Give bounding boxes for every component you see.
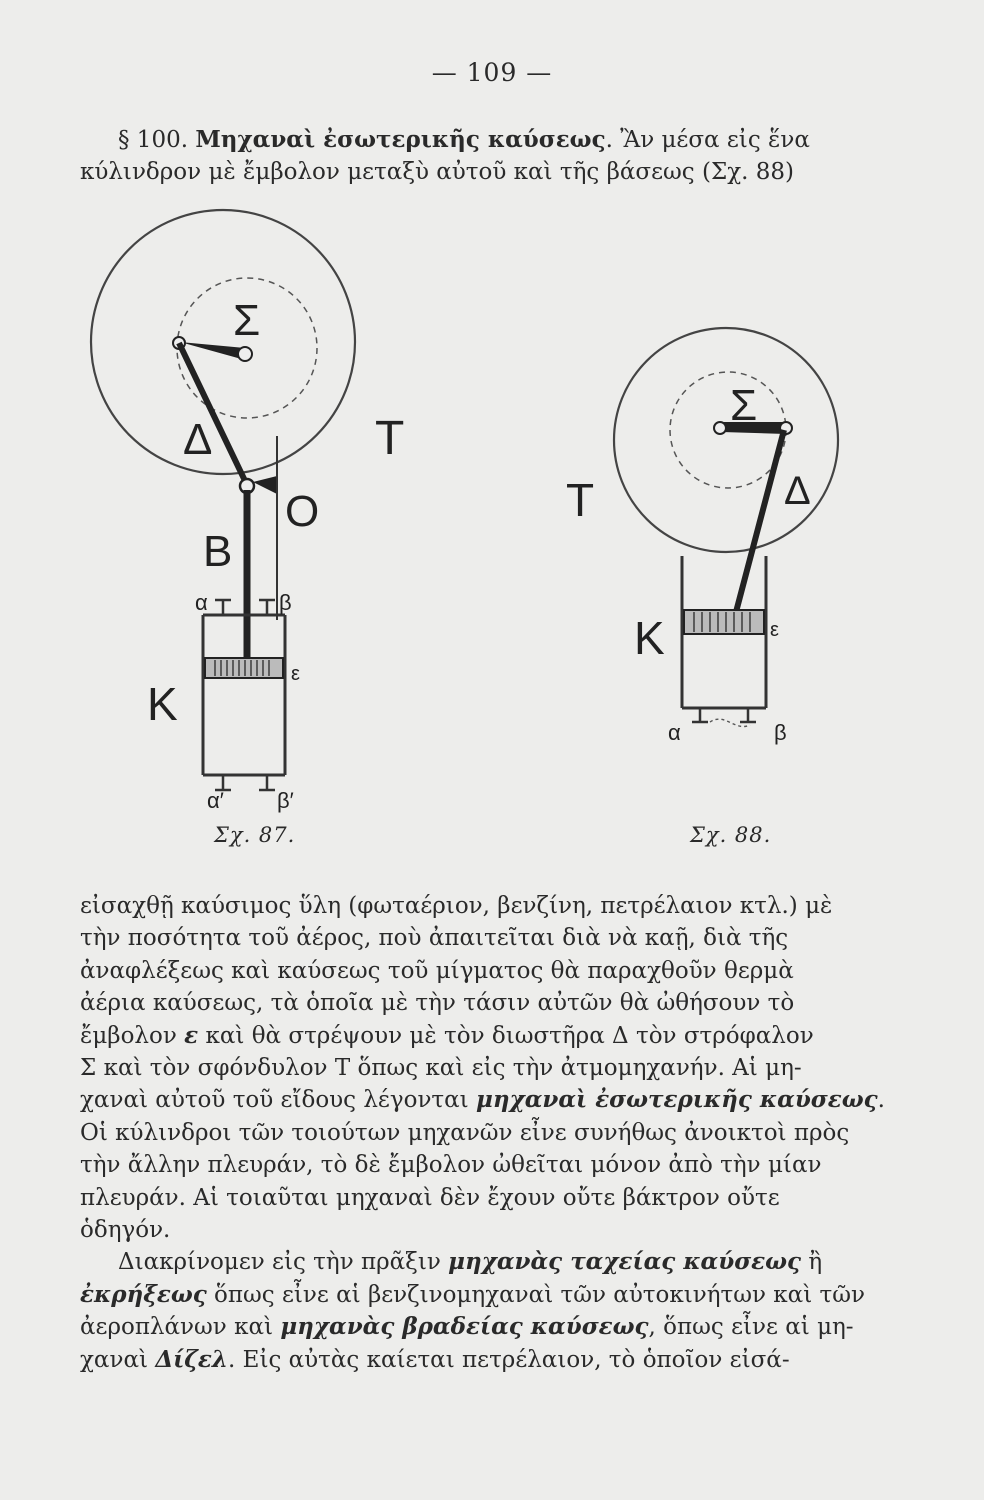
fig87-label-omicron: Ο [285,487,320,536]
body-line [80,1311,852,1343]
crank-pin-88 [714,422,726,434]
figure-87-caption: Σχ. 87. [214,823,296,847]
emphasis-term: ἐκρήξεως [80,1280,207,1308]
body-line [80,1084,885,1116]
body-fragment: . [877,1087,885,1114]
figure-87 [95,200,425,813]
body-fragment: . Εἰς αὐτὰς καίεται πετρέλαιον, τὸ ὁποῖον εἰσά- [228,1346,790,1373]
body-line: εἰσαχθῇ καύσιμος ὕλη (φωταέριον, βενζίνη, πετρέλαιον κτλ.) μὲ [80,893,833,919]
body-line [80,1279,866,1311]
section-number: § 100. [118,127,189,153]
fig88-label-tau: Τ [566,474,595,526]
body-line [80,1020,852,1052]
body-fragment: καὶ θὰ στρέψουν μὲ τὸν διωστῆρα Δ τὸν στρόφαλον [198,1022,814,1049]
body-line: τὴν ποσότητα τοῦ ἀέρος, ποὺ ἀπαιτεῖται διὰ νὰ καῇ, διὰ τῆς [80,925,789,952]
flywheel-circle-88 [614,328,838,552]
body-line [80,1344,852,1376]
body-line [80,1246,852,1278]
body-text [80,890,885,1376]
piston-88 [684,610,764,634]
figure-88-drawing [560,320,860,770]
fig88-label-epsilon: ε [770,619,779,641]
guide-shoe [253,476,277,494]
fig87-label-alpha-prime: α′ [207,788,224,813]
figure-88-caption: Σχ. 88. [690,823,772,847]
emphasis-term: μηχανὰς βραδείας καύσεως [280,1313,649,1341]
piston-symbol: ε [184,1021,199,1049]
fig87-label-beta: Β [203,527,233,576]
connecting-rod-88 [736,430,784,612]
fig88-label-delta: Δ [784,469,811,513]
body-fragment: ἔμβολον [80,1022,185,1049]
fig88-label-kappa: Κ [634,612,665,664]
body-line: πλευράν. Αἱ τοιαῦται μηχαναὶ δὲν ἔχουν οὔτε βάκτρον οὔτε [80,1184,780,1211]
body-fragment: ἀεροπλάνων καὶ [80,1314,281,1341]
intro-paragraph [80,124,852,189]
intro-line-1-tail: . Ἂν μέσα εἰς ἕνα [605,127,810,153]
body-line: Οἱ κύλινδροι τῶν τοιούτων μηχανῶν εἶνε συνήθως ἀνοικτοὶ πρὸς [80,1119,850,1146]
intro-line-2: κύλινδρον μὲ ἔμβολον μεταξὺ αὐτοῦ καὶ τῆς βάσεως (Σχ. 88) [80,159,795,186]
crank-pin [238,347,252,361]
emphasis-term: μηχαναὶ ἐσωτερικῆς καύσεως [476,1086,878,1114]
fig87-label-sigma: Σ [233,296,261,345]
fig87-label-kappa: Κ [147,678,178,730]
body-fragment: ἢ [801,1249,823,1276]
figure-87-drawing [95,200,425,813]
body-line: ὁδηγόν. [80,1217,171,1244]
fig87-label-delta: Δ [183,415,213,464]
fig87-label-alpha: α [195,590,208,615]
fig87-label-epsilon: ε [291,663,300,685]
body-fragment: , ὅπως εἶνε αἱ μη- [648,1314,854,1341]
body-line: Σ καὶ τὸν σφόνδυλον Τ ὅπως καὶ εἰς τὴν ἀτμομηχανήν. Αἱ μη- [80,1055,802,1082]
figure-88 [560,320,860,770]
bottom-valves [215,775,275,790]
body-line: ἀέρια καύσεως, τὰ ὁποῖα μὲ τὴν τάσιν αὐτῶν θὰ ὠθήσουν τὸ [80,990,795,1017]
section-title: Μηχαναὶ ἐσωτερικῆς καύσεως [195,126,606,153]
emphasis-term: Δίζελ [155,1345,229,1373]
fig87-label-tau: Τ [375,412,405,465]
body-fragment: ὅπως εἶνε αἱ βενζινομηχαναὶ τῶν αὐτοκινήτων καὶ τῶν [206,1281,866,1308]
body-line: τὴν ἄλλην πλευράν, τὸ δὲ ἔμβολον ὠθεῖται μόνον ἀπὸ τὴν μίαν [80,1152,822,1179]
body-line: ἀναφλέξεως καὶ καύσεως τοῦ μίγματος θὰ παραχθοῦν θερμὰ [80,957,794,984]
emphasis-term: μηχανὰς ταχείας καύσεως [448,1248,802,1276]
page-number: — 109 — [431,58,553,87]
intro-line-1 [80,124,852,156]
body-fragment: Διακρίνομεν εἰς τὴν πρᾶξιν [118,1249,449,1276]
piston [205,658,283,678]
fig88-label-sigma: Σ [730,381,758,430]
body-fragment: χαναὶ [80,1346,156,1373]
fig87-label-beta-prime: β′ [277,788,294,813]
fig88-label-alpha: α [668,720,681,745]
body-fragment: χαναὶ αὐτοῦ τοῦ εἴδους λέγονται [80,1087,477,1114]
fig87-label-beta-small: β [279,590,292,615]
fig88-label-beta: β [774,720,787,745]
